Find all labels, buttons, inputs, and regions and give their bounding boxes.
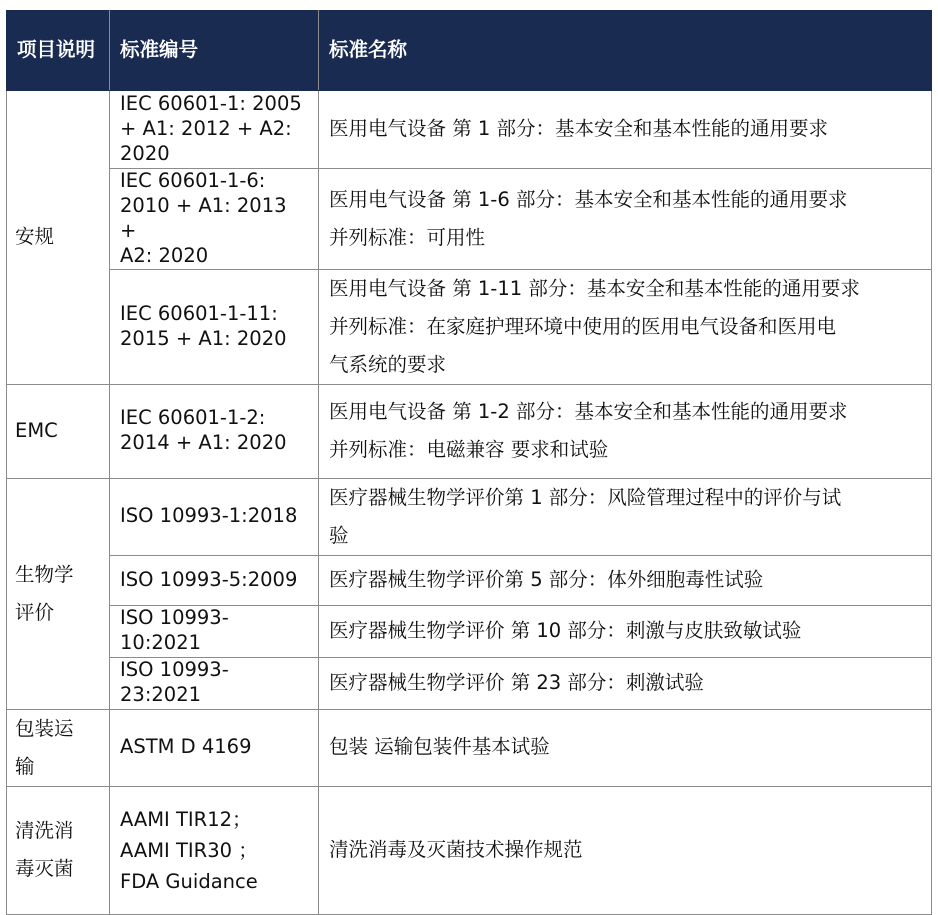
code-line: + A1: 2012 + A2: xyxy=(120,117,292,141)
table-row xyxy=(7,657,932,709)
table-row xyxy=(7,555,932,605)
table-row xyxy=(7,269,932,384)
header-row xyxy=(7,11,932,91)
standard-name xyxy=(319,709,932,786)
standard-code xyxy=(110,555,319,605)
standard-code xyxy=(110,786,319,914)
code-line: A2: 2020 xyxy=(120,243,209,267)
name-line: 并列标准：在家庭护理环境中使用的医用电气设备和医用电 xyxy=(329,314,837,338)
code-line: IEC 60601-1-6: xyxy=(120,169,266,192)
standard-code xyxy=(110,657,319,709)
code-line: FDA Guidance xyxy=(120,870,258,894)
name-line: 医疗器械生物学评价 第 23 部分：刺激试验 xyxy=(329,670,704,694)
name-line: 医疗器械生物学评价第 1 部分：风险管理过程中的评价与试 xyxy=(329,485,842,509)
header-standard-number: 标准编号 xyxy=(110,11,319,91)
name-line: 医用电气设备 第 1-11 部分：基本安全和基本性能的通用要求 xyxy=(329,276,860,300)
name-line: 医用电气设备 第 1-2 部分：基本安全和基本性能的通用要求 xyxy=(329,400,848,424)
code-line: 2020 xyxy=(120,141,170,165)
standard-name xyxy=(319,269,932,384)
category-bio xyxy=(7,478,110,709)
table-row xyxy=(7,384,932,478)
standard-code xyxy=(110,709,319,786)
table-row xyxy=(7,786,932,914)
header-standard-name: 标准名称 xyxy=(319,11,932,91)
table-row xyxy=(7,605,932,657)
standards-table xyxy=(6,10,932,915)
standard-name xyxy=(319,786,932,914)
standard-code xyxy=(110,91,319,169)
category-packaging xyxy=(7,709,110,786)
standard-name xyxy=(319,605,932,657)
code-line: AAMI TIR12； xyxy=(120,807,252,831)
table-row xyxy=(7,709,932,786)
standard-name xyxy=(319,169,932,270)
name-line: 清洗消毒及灭菌技术操作规范 xyxy=(329,837,583,861)
name-line: 医用电气设备 第 1 部分：基本安全和基本性能的通用要求 xyxy=(329,117,829,141)
code-line: IEC 60601-1-2: xyxy=(120,406,266,430)
code-line: ISO 10993- xyxy=(120,606,229,630)
name-line: 医用电气设备 第 1-6 部分：基本安全和基本性能的通用要求 xyxy=(329,187,848,211)
standard-name xyxy=(319,478,932,555)
standard-name xyxy=(319,555,932,605)
code-line: IEC 60601-1-11: xyxy=(120,301,278,325)
table-row xyxy=(7,91,932,169)
category-emc: EMC xyxy=(7,384,110,478)
name-line: 并列标准：可用性 xyxy=(329,225,486,249)
category-line: 输 xyxy=(15,754,35,778)
standard-name xyxy=(319,91,932,169)
category-line: 生物学 xyxy=(15,562,74,586)
standard-name xyxy=(319,384,932,478)
table-row xyxy=(7,478,932,555)
name-line: 验 xyxy=(329,523,349,547)
code-line: 23:2021 xyxy=(120,683,202,707)
code-line: AAMI TIR30 ； xyxy=(120,838,258,862)
code-line: 2015 + A1: 2020 xyxy=(120,326,287,350)
category-line: 包装运 xyxy=(15,716,74,740)
name-line: 气系统的要求 xyxy=(329,352,447,376)
category-line: 评价 xyxy=(15,600,55,624)
code-line: ISO 10993-1:2018 xyxy=(120,504,298,528)
code-line: ISO 10993-5:2009 xyxy=(120,567,298,591)
standard-name xyxy=(319,657,932,709)
table-row xyxy=(7,169,932,270)
code-line: IEC 60601-1: 2005 xyxy=(120,92,302,116)
code-line: 2010 + A1: 2013 + xyxy=(120,193,287,242)
name-line: 医疗器械生物学评价第 5 部分：体外细胞毒性试验 xyxy=(329,567,764,591)
standard-code xyxy=(110,605,319,657)
category-safety: 安规 xyxy=(7,91,110,385)
name-line: 并列标准：电磁兼容 要求和试验 xyxy=(329,438,609,462)
code-line: ASTM D 4169 xyxy=(120,735,252,759)
standard-code xyxy=(110,384,319,478)
category-line: 清洗消 xyxy=(15,819,74,843)
category-cleaning xyxy=(7,786,110,914)
name-line: 包装 运输包装件基本试验 xyxy=(329,735,550,759)
category-line: 毒灭菌 xyxy=(15,857,74,881)
code-line: 2014 + A1: 2020 xyxy=(120,431,287,455)
code-line: 10:2021 xyxy=(120,631,202,655)
standard-code xyxy=(110,269,319,384)
code-line: ISO 10993- xyxy=(120,658,229,682)
header-item-description: 项目说明 xyxy=(7,11,110,91)
standard-code xyxy=(110,478,319,555)
standard-code xyxy=(110,169,319,270)
name-line: 医疗器械生物学评价 第 10 部分：刺激与皮肤致敏试验 xyxy=(329,618,802,642)
